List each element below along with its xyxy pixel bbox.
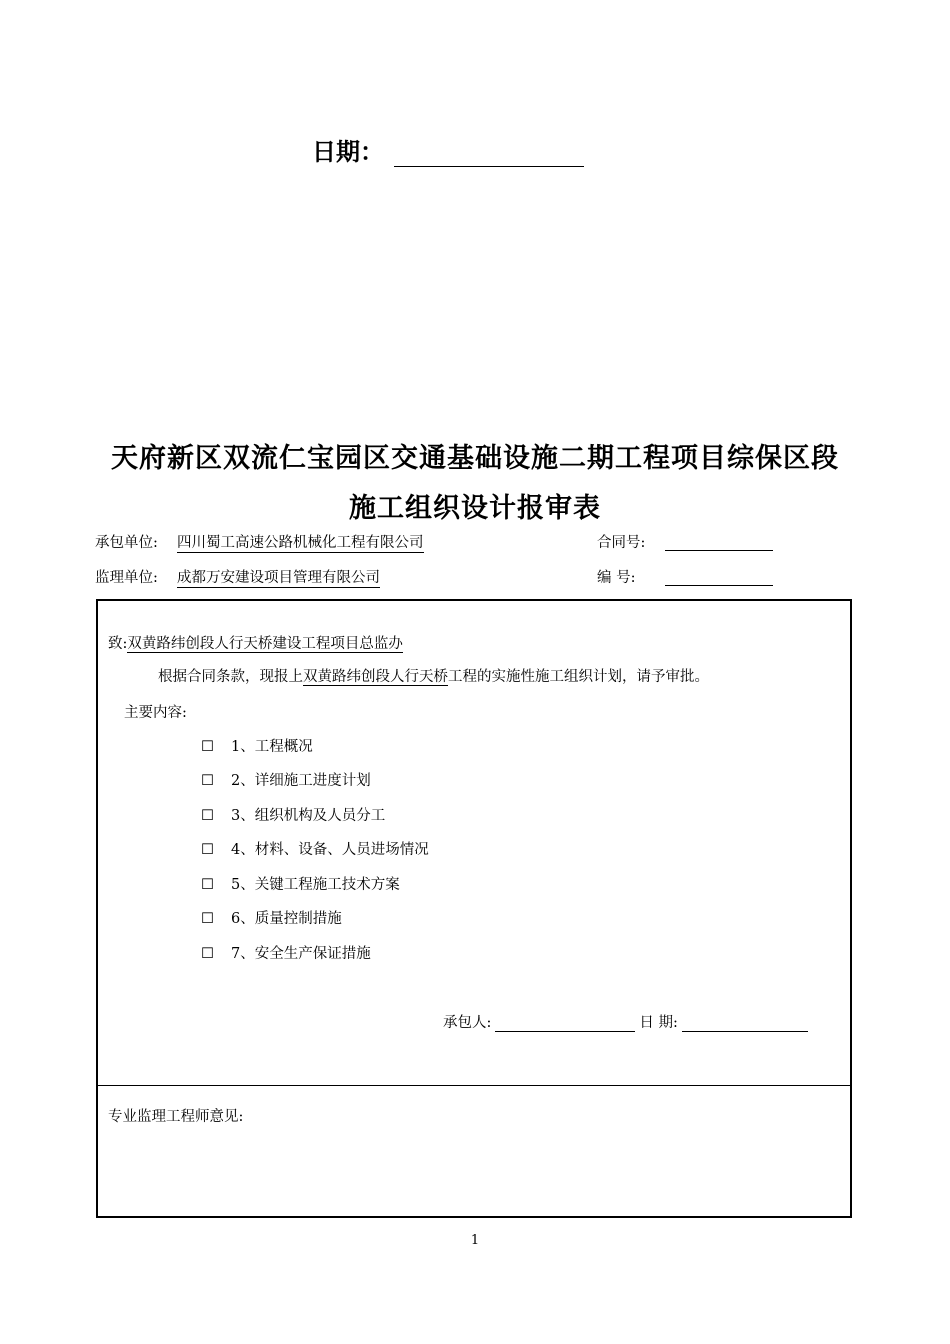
supervisor-label: 监理单位: bbox=[95, 570, 158, 586]
sign-date-field[interactable] bbox=[682, 1013, 808, 1032]
serial-label: 编 号: bbox=[597, 570, 636, 586]
checkbox[interactable]: ☐ bbox=[201, 946, 214, 962]
top-date-blank[interactable] bbox=[394, 140, 584, 167]
content-item bbox=[201, 873, 400, 894]
form-box bbox=[96, 599, 852, 1218]
content-item bbox=[201, 838, 429, 859]
addressee-value: 双黄路纬创段人行天桥建设工程项目总监办 bbox=[127, 636, 403, 652]
intro-before: 根据合同条款，现报上 bbox=[158, 669, 303, 685]
contractor-value: 四川蜀工高速公路机械化工程有限公司 bbox=[177, 531, 424, 553]
main-content-label: 主要内容: bbox=[124, 705, 187, 721]
contractor-signature-row bbox=[443, 1011, 808, 1032]
content-item-label: 2、详细施工进度计划 bbox=[231, 773, 371, 789]
checkbox[interactable]: ☐ bbox=[201, 773, 214, 789]
checkbox[interactable]: ☐ bbox=[201, 911, 214, 927]
content-item bbox=[201, 942, 371, 963]
checkbox[interactable]: ☐ bbox=[201, 842, 214, 858]
content-item bbox=[201, 907, 342, 928]
content-item bbox=[201, 804, 385, 825]
content-item-label: 4、材料、设备、人员进场情况 bbox=[231, 842, 429, 858]
addressee-prefix: 致: bbox=[108, 636, 128, 652]
intro-project: 双黄路纬创段人行天桥 bbox=[303, 669, 448, 685]
checkbox[interactable]: ☐ bbox=[201, 877, 214, 893]
supervisor-value: 成都万安建设项目管理有限公司 bbox=[177, 566, 380, 588]
content-item-label: 7、安全生产保证措施 bbox=[231, 946, 371, 962]
addressee bbox=[108, 632, 403, 653]
page-number: 1 bbox=[470, 1233, 480, 1248]
contractor-sign-field[interactable] bbox=[495, 1013, 635, 1032]
document-title: 天府新区双流仁宝园区交通基础设施二期工程项目综保区段 bbox=[111, 443, 839, 474]
content-item-label: 3、组织机构及人员分工 bbox=[231, 808, 386, 824]
checkbox[interactable]: ☐ bbox=[201, 739, 214, 755]
contractor-label: 承包单位: bbox=[95, 535, 158, 551]
contractor-sign-label: 承包人: bbox=[443, 1015, 492, 1031]
content-item-label: 5、关键工程施工技术方案 bbox=[231, 877, 400, 893]
intro-after: 工程的实施性施工组织计划，请予审批。 bbox=[448, 669, 709, 685]
content-item bbox=[201, 769, 371, 790]
serial-field[interactable] bbox=[665, 566, 773, 586]
top-date bbox=[312, 132, 584, 167]
sign-date-label: 日 期: bbox=[639, 1015, 678, 1031]
top-date-label: 日期： bbox=[312, 138, 384, 166]
content-item-label: 1、工程概况 bbox=[231, 739, 313, 755]
contract-no-field[interactable] bbox=[665, 531, 773, 551]
document-subtitle: 施工组织设计报审表 bbox=[349, 493, 601, 524]
contract-no-label: 合同号: bbox=[597, 535, 646, 551]
content-item bbox=[201, 735, 313, 756]
intro-text bbox=[158, 665, 709, 686]
content-item-label: 6、质量控制措施 bbox=[231, 911, 342, 927]
engineer-opinion-label: 专业监理工程师意见: bbox=[108, 1109, 244, 1125]
section-divider bbox=[98, 1085, 850, 1086]
checkbox[interactable]: ☐ bbox=[201, 808, 214, 824]
